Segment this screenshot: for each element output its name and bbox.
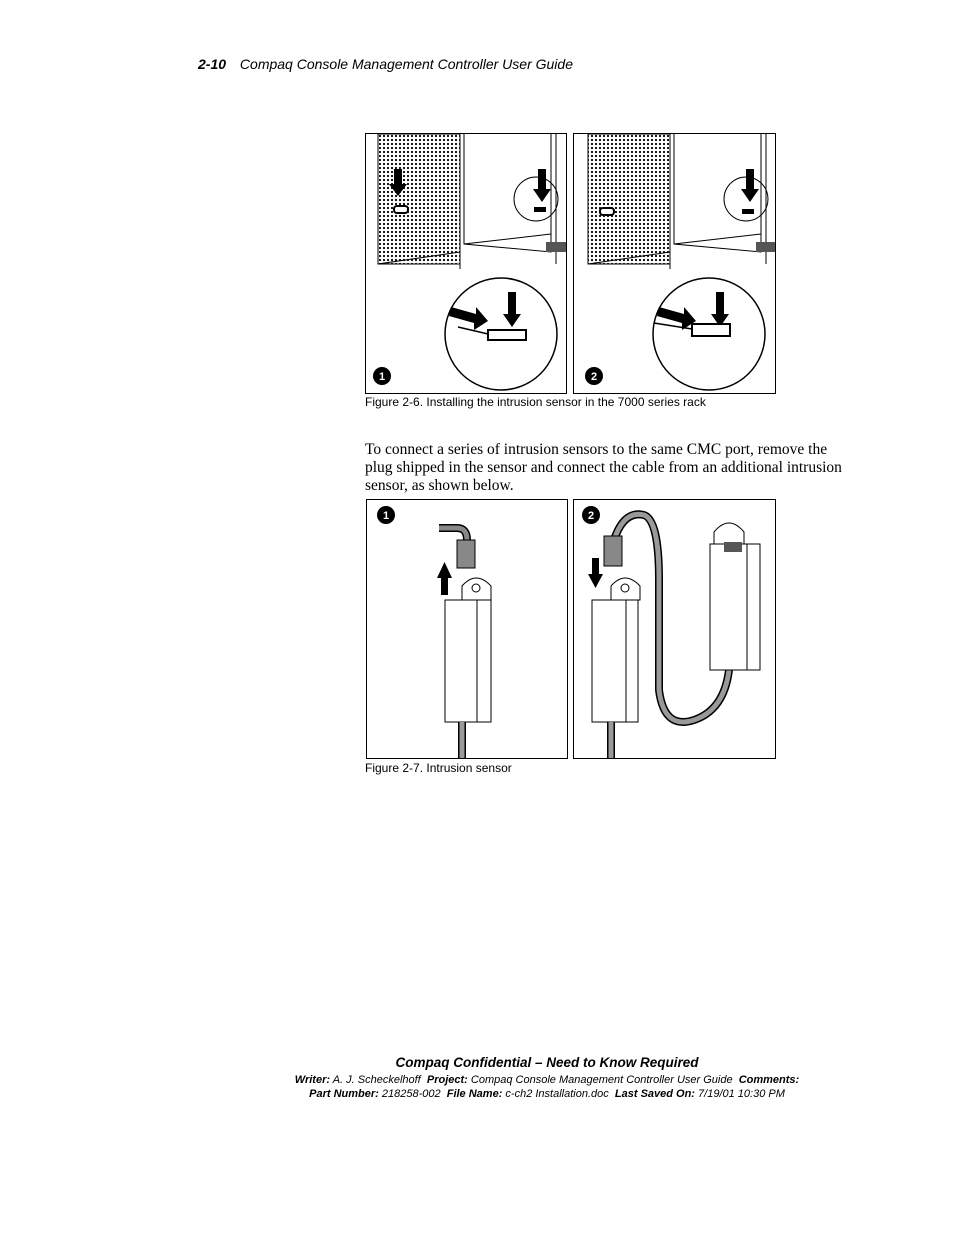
header-title: Compaq Console Management Controller User Guide [239, 56, 573, 72]
footer-line-2: Part Number: 218258-002 File Name: c-ch2 Installation.doc Last Saved On: 7/19/01 10:30 PM [309, 1088, 785, 1100]
rack-illustration [366, 134, 566, 393]
page-number: 2-10 [198, 56, 227, 72]
figure-2-6-panel-2 [573, 133, 776, 394]
step-badge: 1 [382, 510, 390, 522]
footer-confidential: Compaq Confidential – Need to Know Required [395, 1055, 699, 1070]
figure-2-7-panel-1 [366, 499, 568, 759]
sensor-illustration [367, 500, 567, 758]
rack-illustration [574, 134, 775, 393]
running-header [198, 56, 573, 72]
figure-2-6-caption: Figure 2-6. Installing the intrusion sensor in the 7000 series rack [365, 395, 706, 409]
body-paragraph: To connect a series of intrusion sensors to the same CMC port, remove the plug shipped in the sensor and connect the cable from an additional intrusion sensor, as shown below. [365, 441, 842, 494]
figure-2-6-panel-1 [365, 133, 567, 394]
footer-line-1: Writer: A. J. Scheckelhoff Project: Compaq Console Management Controller User Guide Comments: [294, 1074, 800, 1086]
sensor-illustration [574, 500, 775, 758]
step-badge: 1 [378, 371, 386, 383]
step-badge: 2 [590, 371, 598, 383]
figure-2-7-caption: Figure 2-7. Intrusion sensor [365, 761, 512, 775]
step-badge: 2 [587, 510, 595, 522]
figure-2-7-panel-2 [573, 499, 776, 759]
